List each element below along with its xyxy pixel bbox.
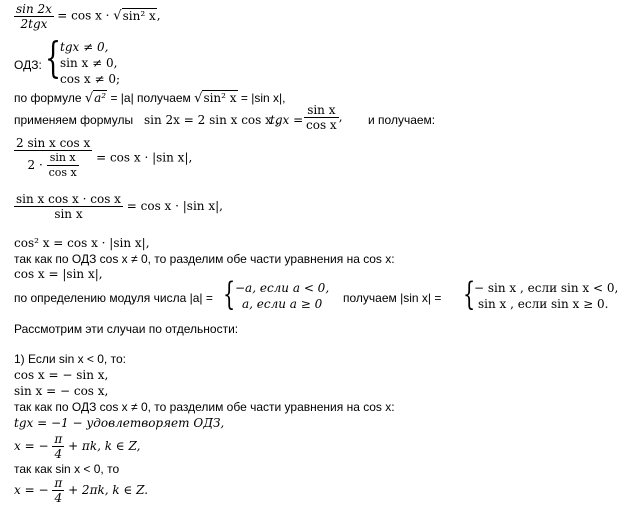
fraction-denominator: 2tgx: [14, 16, 54, 31]
case-1-equation: sin x = − cos x,: [14, 384, 109, 398]
modulus-result-text: получаем |sin x| =: [343, 291, 442, 305]
equation-5: cos x = |sin x|,: [14, 267, 103, 281]
cases-title: Рассмотрим эти случаи по отдельности:: [14, 322, 239, 336]
system-brace: {: [463, 275, 476, 313]
formula-line: [14, 90, 285, 106]
modulus-case: −a, если a < 0,: [235, 281, 330, 295]
tg-formula-label: tgx =: [270, 113, 304, 127]
equation-rhs: = cos x · |sin x|,: [126, 199, 223, 213]
equation-1: [14, 2, 161, 31]
equation-rhs: = cos x ·: [57, 8, 114, 23]
fraction: [304, 103, 339, 132]
modulus-definition-text: по определению модуля числа |a| =: [14, 291, 213, 305]
solution-prefix: x = −: [14, 439, 49, 453]
sqrt-sign: √: [194, 91, 203, 106]
fraction-numerator: sin 2x: [16, 2, 52, 16]
fraction-denominator: cos x: [306, 118, 337, 132]
sqrt-sign: √: [84, 91, 94, 106]
tg-fraction: [304, 103, 343, 132]
fraction-numerator: 2 sin x cos x: [16, 136, 91, 150]
odz-condition: cos x ≠ 0;: [60, 72, 121, 86]
fraction-denominator: sin x: [14, 206, 123, 221]
case-1-heading: 1) Если sin x < 0, то:: [14, 352, 126, 366]
equation-3: [14, 192, 223, 221]
fraction: [52, 476, 64, 505]
fraction: [14, 192, 123, 221]
equation-2: [14, 136, 192, 180]
odz-condition: tgx ≠ 0,: [60, 40, 109, 54]
double-angle-formula: sin 2x = 2 sin x cos x ,: [144, 113, 280, 127]
odz-label: ОДЗ:: [14, 58, 42, 72]
fraction-numerator: sin x cos x · cos x: [16, 192, 121, 206]
solution-1: [14, 432, 140, 461]
condition-line: так как sin x < 0, то: [14, 462, 120, 476]
punctuation: ,: [338, 110, 343, 124]
solution-2: [14, 476, 148, 505]
fraction-numerator: π: [54, 476, 63, 490]
denominator-prefix: 2 ·: [27, 158, 47, 172]
text: = |a| получаем: [107, 91, 195, 105]
fraction-numerator: π: [54, 432, 63, 446]
nested-fraction: [47, 151, 79, 180]
fraction: [14, 136, 92, 180]
case-1-equation: cos x = − sin x,: [14, 368, 109, 382]
solution-suffix: + πk, k ∈ Z,: [68, 439, 141, 453]
sqrt-radicand: a²: [94, 91, 107, 105]
solution-prefix: x = −: [14, 483, 49, 497]
fraction: [14, 2, 54, 31]
fraction-denominator: 4: [52, 446, 64, 461]
sqrt-radicand: sin² x: [122, 8, 156, 23]
apply-line-text: применяем формулы: [14, 113, 134, 127]
modulus-case: sin x , если sin x ≥ 0.: [478, 297, 609, 311]
system-brace: {: [223, 275, 236, 313]
fraction-denominator: [14, 150, 92, 180]
sqrt-radicand: sin² x: [203, 91, 237, 105]
modulus-case: − sin x , если sin x < 0,: [474, 281, 618, 295]
solution-suffix: + 2πk, k ∈ Z.: [68, 483, 149, 497]
text: по формуле: [14, 91, 85, 105]
equation-rhs: = cos x · |sin x|,: [96, 150, 193, 165]
text: = |sin x|,: [237, 91, 286, 105]
odz-condition: sin x ≠ 0,: [60, 56, 118, 70]
fraction-denominator: cos x: [48, 166, 77, 179]
fraction-numerator: sin x: [307, 103, 336, 117]
fraction-denominator: 4: [52, 490, 64, 505]
modulus-case: a, если a ≥ 0: [242, 297, 323, 311]
divide-explanation: так как по ОДЗ cos x ≠ 0, то разделим обе части уравнения на cos x:: [14, 400, 395, 414]
fraction-numerator: sin x: [49, 151, 76, 164]
sqrt-sign: √: [113, 8, 122, 24]
punctuation: ,: [156, 8, 161, 23]
system-brace: {: [45, 33, 62, 82]
equation-4: cos² x = cos x · |sin x|,: [14, 236, 150, 250]
fraction: [52, 432, 64, 461]
tangent-result: tgx = −1 − удовлетворяет ОДЗ,: [14, 416, 225, 430]
divide-explanation: так как по ОДЗ cos x ≠ 0, то разделим обе части уравнения на cos x:: [14, 252, 395, 266]
apply-line-text: и получаем:: [368, 113, 436, 127]
